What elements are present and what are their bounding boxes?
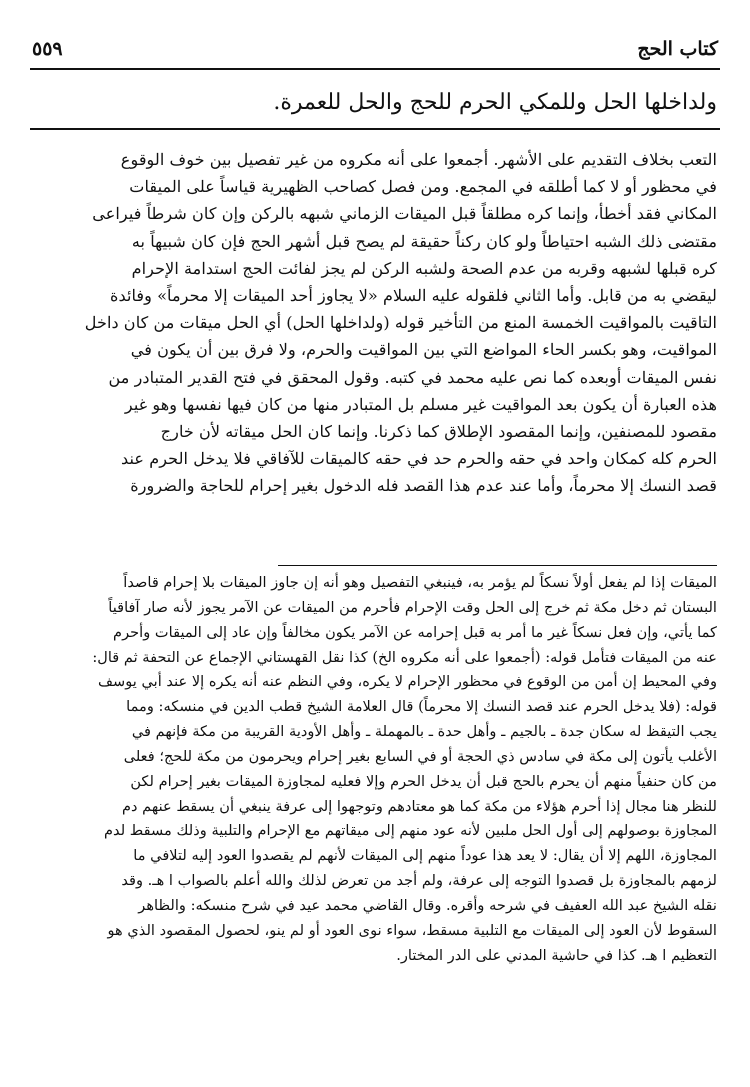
footnote-line: التعظيم ا هـ. كذا في حاشية المدني على الدر المختار. xyxy=(396,946,717,964)
commentary-line: المكاني فقد أخطأ، وإنما كره مطلقاً قبل الميقات الزماني شبهه بالركن وإن كان شرطاً فيراعى xyxy=(92,204,717,224)
commentary-line: نفس الميقات أوبعده كما نص عليه محمد في كتبه. وقول المحقق في فتح القدير المتبادر من xyxy=(108,367,717,387)
footnote-line: المجاوزة بوصولهم إلى أول الحل ملبين لأنه عود منهم إلى ميقاتهم مع الإحرام والتلبية وذلك مسقط لدم xyxy=(104,822,717,840)
commentary-block xyxy=(33,146,717,499)
footnote-line: البستان ثم دخل مكة ثم خرج إلى الحل وقت الإحرام فأحرم من الميقات عن الآمر يجوز لأنه صار آفاقياً xyxy=(108,598,717,616)
commentary-line: التاقيت بالمواقيت الخمسة المنع من التأخير قوله (ولداخلها الحل) أي الحل ميقات من كان داخل xyxy=(84,313,717,333)
footnote-line: عنه من الميقات فتأمل قوله: (أجمعوا على أنه مكروه الخ) كذا نقل القهستاني الإجماع عن التحفة ثم قال: xyxy=(92,648,717,666)
main-text-rule xyxy=(30,128,720,130)
main-text: ولداخلها الحل وللمكي الحرم للحج والحل للعمرة. xyxy=(273,90,717,115)
chapter-title: كتاب الحج xyxy=(637,38,718,60)
footnote-line: وفي المحيط إن أمن من الوقوع في محظور الإحرام لا يكره، وفي النظم عنه أنه يكره إلا عند أبي يوسف xyxy=(97,673,717,691)
footnote-line: من كان حنفياً منهم أن يحرم بالحج قبل أن يدخل الحرم وإلا فعليه لمجاوزة الميقات بغير إحرام لكن xyxy=(130,772,717,790)
commentary-line: المواقيت، وهو بكسر الحاء المواضع التي بين المواقيت والحرم، ولا فرق بين أن يكون في xyxy=(130,340,717,360)
commentary-line: مقصود للمصنفين، وإنما المقصود الإطلاق كما ذكرنا. وإنما كان الحل ميقاته لأن خارج xyxy=(160,421,717,441)
footnote-line: يجب التيقظ له سكان جدة ـ بالجيم ـ وأهل حدة ـ بالمهملة ـ وأهل الأودية القريبة من مكة فإنهم في xyxy=(131,723,717,741)
commentary-line: هذه العبارة أن يكون بعد المواقيت غير مسلم بل المتبادر منها من كان فيها نفسها وهو غير xyxy=(124,394,717,414)
page-header xyxy=(30,30,720,70)
footnote-line: لزمهم بالمجاوزة بل قصدوا التوجه إلى عرفة، ولم أجد من تعرض لذلك والله أعلم بالصواب ا هـ. وقد xyxy=(121,872,717,890)
footnote-line: السقوط لأن العود إلى الميقات مع التلبية مسقط، سواء نوى العود أو لم ينو، لحصول المقصود الذي هو xyxy=(107,921,717,939)
commentary-line: في محظور أو لا كما أطلقه في المجمع. ومن فصل كصاحب الظهيرية قياساً على الميقات xyxy=(129,177,717,197)
commentary-line: قصد النسك إلا محرماً، وأما عند عدم هذا القصد فله الدخول بغير إحرام للحاجة والضرورة xyxy=(130,476,717,496)
commentary-line: التعب بخلاف التقديم على الأشهر. أجمعوا على أنه مكروه من غير تفصيل بين خوف الوقوع xyxy=(120,150,717,169)
commentary-line: كره قبلها لشبهه وقربه من عدم الصحة ولشبه الركن لم يجز لفائت الحج استدامة الإحرام xyxy=(131,258,717,278)
footnote-line: نقله الشيخ عبد الله العفيف في شرحه وأقره. وقال القاضي محمد عيد في شرح منسكه: والظاهر xyxy=(138,896,717,914)
footnotes-block xyxy=(33,571,717,969)
page-number: ٥٥٩ xyxy=(32,38,63,60)
footnote-line: الأغلب يأتون إلى مكة في سادس ذي الحجة أو في السابع بغير إحرام ويحرمون من مكة للحج؛ فعلى xyxy=(123,747,717,765)
footnote-line: للنظر هنا مجال إذا أحرم هؤلاء من مكة كما هو معتادهم وتوجهوا إلى عرفة ينبغي أن يسقط عنهم دم xyxy=(121,797,717,815)
commentary-line: مقتضى ذلك الشبه احتياطاً ولو كان ركناً حقيقة لم يصح قبل أشهر الحج فإن كان شبيهاً به xyxy=(131,231,717,251)
footnote-line: المجاوزة، اللهم إلا أن يقال: لا يعد هذا عوداً منهم إلى الميقات لأنهم لم يقصدوا العود إليه لتلافي ما xyxy=(133,847,717,865)
commentary-line: ليقضي به من قابل. وأما الثاني فلقوله عليه السلام «لا يجاوز أحد الميقات إلا محرماً» وفائدة xyxy=(110,285,717,305)
footnote-line: كما يأتي، وإن فعل نسكاً غير ما أمر به قبل إحرامه عن الآمر يكون مخالفاً وإن عاد إلى الميقات وأحرم xyxy=(113,623,717,641)
footnote-line: قوله: (فلا يدخل الحرم عند قصد النسك إلا محرماً) قال العلامة الشيخ قطب الدين في منسكه: ومما xyxy=(126,698,717,716)
footnote-line: الميقات إذا لم يفعل أولاً نسكاً لم يؤمر به، فينبغي التفصيل وهو أنه إن جاوز الميقات بلا إحرام قاصداً xyxy=(123,574,717,591)
footnote-rule xyxy=(278,565,717,566)
header-rule xyxy=(30,68,720,70)
commentary-line: الحرم كله كمكان واحد في حقه والحرم حد في حقه كالميقات للآفاقي فلا يدخل الحرم عند xyxy=(121,449,717,469)
